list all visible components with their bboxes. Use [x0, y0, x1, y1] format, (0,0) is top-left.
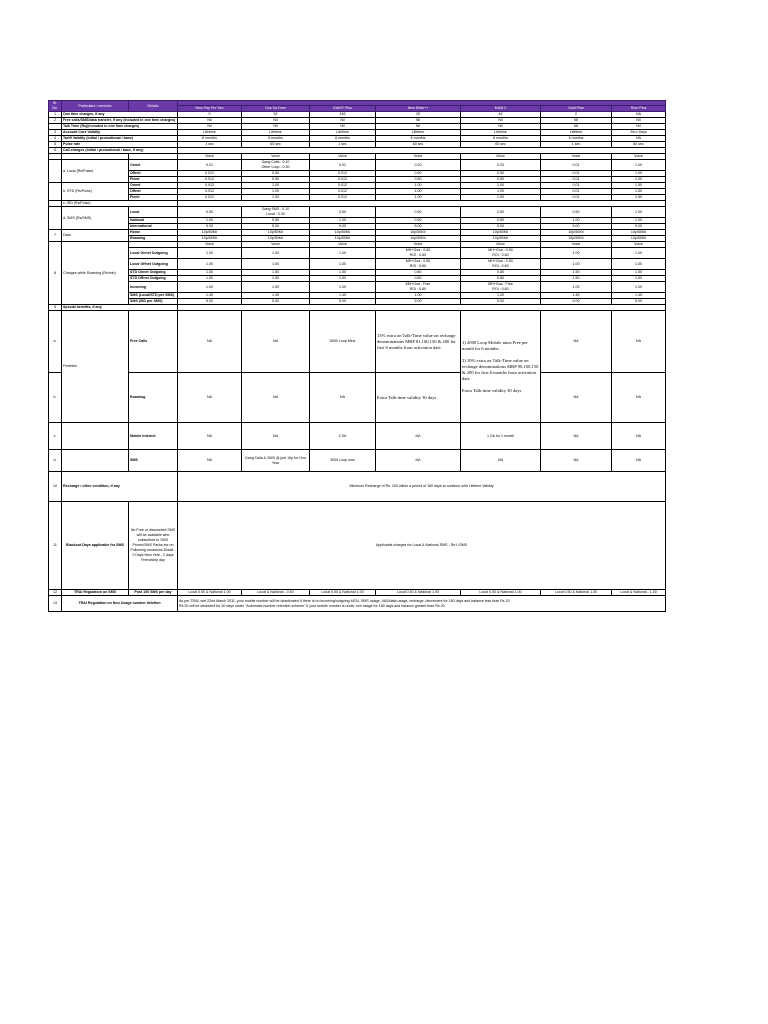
plan-value: 1.00: [310, 259, 376, 270]
plan-value: NA: [612, 423, 666, 450]
row-label: c. ISD (Rs/Pulse): [62, 201, 178, 207]
plan-value: Nil: [376, 118, 461, 124]
row-number: 9: [49, 305, 62, 311]
plan-value: Nil: [178, 118, 242, 124]
plan-value: Lifetime: [376, 130, 461, 136]
plan-value: Lifetime: [310, 130, 376, 136]
plan-value: 6 months: [242, 136, 310, 142]
table-row: [49, 596, 666, 612]
plan-value: 2: [541, 112, 612, 118]
row-label: Recharge / other condition, if any: [62, 472, 178, 502]
tariff-sheet: [48, 100, 665, 612]
mum-benefit: 1) 2000 Loop Mobile mins Free per month for 6 months. 2) 10% extra on Talk-Time value on recharge denominations MRP 90,100,150 & 200 for first 6 months from activation date Extra Talk-time validity 30 days: [461, 311, 541, 423]
plan-value: 0.012: [310, 189, 376, 195]
row-label: Call charges (initial / promotional / base, if any): [62, 148, 178, 154]
detail-label: Roaming: [129, 373, 178, 423]
plan-value: 1.00: [612, 177, 666, 183]
plan-value: NA: [178, 423, 242, 450]
plan-value: 0.01: [541, 177, 612, 183]
plan-value: 1.45: [242, 293, 310, 299]
plan-value: 0.012: [310, 183, 376, 189]
plan-value: 1.00: [310, 282, 376, 293]
plan-value: 10p/50Kb: [178, 236, 242, 242]
detail-label: Onnet: [129, 183, 178, 189]
row-label: One time charges, if any: [62, 112, 178, 118]
plan-value: 1.00: [178, 282, 242, 293]
plan-value: 10p/50Kb: [178, 230, 242, 236]
voice-label: Voice: [376, 154, 461, 160]
row-number: 4: [49, 136, 62, 142]
plan-value: Local 0.50 & National 1.00: [541, 590, 612, 596]
plan-value: 1.00: [612, 171, 666, 177]
header-particulars: Particulars / services: [62, 101, 129, 112]
plan-value: 1.00: [242, 183, 310, 189]
plan-value: 1.45: [178, 293, 242, 299]
plan-value: 6 months: [461, 136, 541, 142]
row-label: Special benefits, if any: [62, 305, 178, 311]
detail-label: Incoming: [129, 282, 178, 293]
plan-value: MH+Goa : 0.50 ROI : 0.60: [376, 259, 461, 270]
plan-value: 10p/50Kb: [242, 230, 310, 236]
plan-value: Nil: [612, 118, 666, 124]
row-label: TRAI Regulation on Non Usage number deletion: [62, 596, 178, 612]
header-plan: New Elitar++: [376, 106, 461, 112]
plan-value: 10p/50Kb: [461, 230, 541, 236]
plan-value: 1.45: [541, 293, 612, 299]
voice-label: Voice: [242, 154, 310, 160]
plan-value: 5.00: [541, 299, 612, 305]
plan-value: 5.00: [310, 299, 376, 305]
plan-value: 0.50: [376, 218, 461, 224]
plan-value: 0.50: [461, 207, 541, 218]
header-plan: Gold Plan: [541, 106, 612, 112]
plan-value: Nil: [376, 124, 461, 130]
plan-value: 1.00: [612, 207, 666, 218]
detail-label: Onnet: [129, 160, 178, 171]
plan-value: Local 0.50 & National 1.00: [376, 590, 461, 596]
detail-label: Local Onnet Outgoing: [129, 248, 178, 259]
plan-value: 0.80: [461, 270, 541, 276]
plan-value: 1.00: [242, 248, 310, 259]
detail-label: STD Offnet Outgoing: [129, 276, 178, 282]
plan-value: Nil: [178, 124, 242, 130]
plan-value: 6 months: [178, 136, 242, 142]
detail-label: Local Offnet Outgoing: [129, 259, 178, 270]
plan-value: 1.00: [612, 259, 666, 270]
plan-value: 10p/50Kb: [461, 236, 541, 242]
plan-value: 1.00: [178, 248, 242, 259]
plan-value: 3000 Loop sms: [310, 450, 376, 472]
plan-value: 1 sec: [310, 142, 376, 148]
plan-value: 0.01: [178, 160, 242, 171]
plan-value: 10p/50Kb: [612, 236, 666, 242]
plan-value: 5.00: [612, 224, 666, 230]
plan-value: 0.50: [461, 218, 541, 224]
plan-value: 0.01: [541, 160, 612, 171]
plan-value: 0.01: [541, 171, 612, 177]
plan-value: 60 sec: [242, 142, 310, 148]
plan-value: 1.50: [612, 195, 666, 201]
plan-value: 1.50: [178, 276, 242, 282]
plan-value: Gang Calls : 0.10 Other Loop : 0.30: [242, 160, 310, 171]
plan-value: 0.50: [178, 207, 242, 218]
plan-value: 1 sec: [541, 142, 612, 148]
blackout-charges: Applicable charges for Local & National SMS - Re1 /SMS: [178, 502, 666, 590]
plan-value: 1.50: [612, 270, 666, 276]
table-row: [49, 472, 666, 502]
table-row: [49, 450, 666, 472]
plan-value: MH+Goa : 0.50 ROI : 0.60: [376, 248, 461, 259]
plan-value: 0.80: [461, 276, 541, 282]
plan-value: 10p/50Kb: [242, 236, 310, 242]
plan-value: 10p/50Kb: [376, 230, 461, 236]
detail-label: Offnet: [129, 171, 178, 177]
voice-label: Voice: [461, 242, 541, 248]
plan-value: 1.00: [242, 195, 310, 201]
plan-value: 1.45: [310, 293, 376, 299]
plan-value: 60 sec: [461, 142, 541, 148]
plan-value: MH+Goa : 0.50 ROI : 0.60: [461, 259, 541, 270]
detail-label: Home: [129, 230, 178, 236]
plan-value: 1.00: [310, 218, 376, 224]
plan-value: 0.80: [376, 276, 461, 282]
detail-label: SMS (ISD per SMS): [129, 299, 178, 305]
row-sub: c.: [49, 423, 62, 450]
row-number: 1: [49, 112, 62, 118]
plan-value: 1.00: [461, 195, 541, 201]
row-number: 6: [49, 148, 62, 154]
plan-value: 1.45: [612, 293, 666, 299]
plan-value: MH+Goa : Free ROI : 0.60: [461, 282, 541, 293]
plan-value: 0.012: [310, 195, 376, 201]
detail-label: Fixed: [129, 195, 178, 201]
row-number: 2: [49, 118, 62, 124]
plan-value: Local 0.50 & National 1.00: [310, 590, 376, 596]
plan-value: 0.20: [376, 160, 461, 171]
plan-value: Local 0.50 & National 1.00: [461, 590, 541, 596]
plan-value: 1.00: [242, 189, 310, 195]
voice-label: Voice: [242, 242, 310, 248]
plan-value: 5.00: [612, 299, 666, 305]
voice-label: Voice: [461, 154, 541, 160]
plan-value: 6 months: [541, 136, 612, 142]
plan-value: NA: [461, 450, 541, 472]
plan-value: 1.50: [541, 276, 612, 282]
detail-label: International: [129, 224, 178, 230]
tariff-table: [48, 100, 666, 612]
detail-label: SMS (Local/STD per SMS): [129, 293, 178, 299]
plan-value: 0.50: [376, 177, 461, 183]
table-row: [49, 423, 666, 450]
voice-label: Voice: [310, 242, 376, 248]
row-number: 10: [49, 472, 62, 502]
row-label: TRAI Regulation on SMS: [62, 590, 129, 596]
voice-label: Voice: [376, 242, 461, 248]
plan-value: 0.20: [461, 160, 541, 171]
header-plan: Dus Ka Dam: [242, 106, 310, 112]
plan-value: 1.00: [541, 282, 612, 293]
plan-value: Gang SMS : 0.10 Local : 0.30: [242, 207, 310, 218]
plan-value: 1.00: [376, 195, 461, 201]
plan-value: 5.00: [461, 224, 541, 230]
plan-value: Lifetime: [178, 130, 242, 136]
plan-value: 6 months: [376, 136, 461, 142]
plan-value: 0.50: [541, 207, 612, 218]
table-row: [49, 590, 666, 596]
plan-value: 2 Gb: [310, 423, 376, 450]
plan-value: 1.00: [612, 282, 666, 293]
plan-value: 52: [242, 112, 310, 118]
plan-value: 1.00: [310, 248, 376, 259]
plan-value: Nil: [461, 118, 541, 124]
row-sub: b.: [49, 373, 62, 423]
row-number: 8: [49, 242, 62, 305]
header-plan: New Pay Per Sec: [178, 106, 242, 112]
plan-value: NA: [612, 136, 666, 142]
plan-value: Nil: [612, 124, 666, 130]
voice-label: Voice: [541, 242, 612, 248]
header-plan: Rom Plus: [612, 106, 666, 112]
plan-value: 5.00: [541, 224, 612, 230]
plan-value: 10p/50Kb: [376, 236, 461, 242]
voice-label: Voice: [178, 242, 242, 248]
plan-value: Nil: [541, 118, 612, 124]
plan-value: 1.50: [541, 270, 612, 276]
row-sub: a.: [49, 311, 62, 373]
detail-label: Offnet: [129, 189, 178, 195]
plan-value: 1.00: [242, 282, 310, 293]
plan-value: Nil: [310, 124, 376, 130]
plan-value: Local 0.50 & National 1.00: [178, 590, 242, 596]
plan-value: 1.00: [376, 189, 461, 195]
plan-value: 1.50: [612, 276, 666, 282]
plan-value: 146: [310, 112, 376, 118]
voice-label: Voice: [541, 154, 612, 160]
plan-value: 0.50: [242, 218, 310, 224]
plan-value: 10p/50Kb: [612, 230, 666, 236]
voice-label: Voice: [612, 242, 666, 248]
plan-value: 0.012: [178, 195, 242, 201]
detail-label: Roaming: [129, 236, 178, 242]
plan-value: 1.50: [242, 270, 310, 276]
plan-value: 1.00: [612, 248, 666, 259]
plan-value: 1.00: [541, 248, 612, 259]
row-label: Account Core Validity: [62, 130, 178, 136]
detail-label: STD Onnet Outgoing: [129, 270, 178, 276]
plan-value: NA: [612, 450, 666, 472]
plan-value: Nil: [461, 124, 541, 130]
plan-value: 1.00: [376, 183, 461, 189]
plan-value: 44: [461, 112, 541, 118]
recharge-condition: Minimum Recharge of Rs. 200 within a period of 180 days to continue with Lifetime Validity: [178, 472, 666, 502]
plan-value: NA: [242, 423, 310, 450]
row-label: Blackout Days applicable for SMS: [62, 502, 129, 590]
plan-value: 1.00: [178, 218, 242, 224]
plan-value: 1.00: [612, 218, 666, 224]
elitar-benefit: 15% extra on Talk-Time value on recharge denominations MRP 81,100,150 & 200 for first 6 months from activation date: [376, 311, 461, 373]
plan-value: 5.00: [242, 224, 310, 230]
plan-value: 1.00: [461, 293, 541, 299]
plan-value: 0.012: [178, 171, 242, 177]
table-row: [49, 248, 666, 259]
plan-value: 10p/50Kb: [310, 230, 376, 236]
detail-label: National: [129, 218, 178, 224]
voice-label: Voice: [178, 154, 242, 160]
plan-value: 1 sec: [178, 142, 242, 148]
table-row: [49, 282, 666, 293]
table-row: b. Roaming NA NA NA Extra Talk-time validity 30 days NA NA: [49, 373, 666, 423]
plan-value: 1.50: [612, 183, 666, 189]
plan-value: 5.00: [310, 224, 376, 230]
plan-value: 0.012: [178, 177, 242, 183]
plan-value: 60 sec: [612, 142, 666, 148]
plan-value: 0.50: [242, 177, 310, 183]
plan-value: 1.00: [376, 293, 461, 299]
plan-value: 10p/50Kb: [310, 236, 376, 242]
plan-value: 5.00: [242, 299, 310, 305]
voice-label: Voice: [310, 154, 376, 160]
plan-value: 0.01: [541, 189, 612, 195]
plan-value: 0: [178, 112, 242, 118]
plan-value: 0.50: [376, 207, 461, 218]
plan-value: Lifetime: [242, 130, 310, 136]
plan-value: 25: [376, 112, 461, 118]
table-row: [49, 502, 666, 590]
plan-value: NA: [541, 450, 612, 472]
plan-value: 1.00: [178, 259, 242, 270]
plan-value: 6 months: [310, 136, 376, 142]
plan-value: 1.50: [310, 270, 376, 276]
detail-label: Fixed: [129, 177, 178, 183]
table-row: [49, 259, 666, 270]
plan-value: Gang Calls & SMS @ just 10p for One Year: [242, 450, 310, 472]
row-label: b. STD (Rs/Pulse): [62, 183, 129, 201]
row-sub: d.: [49, 450, 62, 472]
detail-label: Local: [129, 207, 178, 218]
plan-value: 0.50: [461, 171, 541, 177]
plan-value: 1.50: [242, 276, 310, 282]
table-row: [49, 207, 666, 218]
row-label: Free calls/SMS/data transfer, if any (included in one time charges): [62, 118, 178, 124]
plan-value: 5.00: [178, 299, 242, 305]
table-row: a. Freebies Free Calls NA NA 5000 Loop Mins 15% extra on Talk-Time value on recharge denominations MRP 81,100,150 & 200 for first 6 months from activation date 1) 2000 Loop Mobile mins Free per month for 6 months. 2) 10% extra on Talk-Time value on recharge denominations MRP 90,100,150 & 200 for first 6 months from activation date Extra Talk-time validity 30 days NA NA: [49, 311, 666, 373]
plan-value: Local & National - 0.50: [242, 590, 310, 596]
elitar-validity: Extra Talk-time validity 30 days: [376, 373, 461, 423]
plan-value: 1.00: [461, 183, 541, 189]
plan-value: 60 sec: [376, 142, 461, 148]
plan-value: 1.50: [178, 270, 242, 276]
detail-label: Mobile Internet: [129, 423, 178, 450]
plan-value: 1.00: [612, 160, 666, 171]
plan-value: 10p/50Kb: [541, 230, 612, 236]
plan-value: 0.50: [461, 177, 541, 183]
plan-value: 0.50: [376, 171, 461, 177]
blackout-details: No Free or discounted SMS will be available who subscribed to SMS Promo/SMS Packs etc on Following occasions Diwali - 2 Days New Year - 2 days Friendship day: [129, 502, 178, 590]
row-label: Charges while Roaming (Rs/min): [62, 242, 129, 305]
plan-value: 5.00: [376, 224, 461, 230]
header-plan: GAINT Plus: [310, 106, 376, 112]
plan-value: 0.01: [541, 183, 612, 189]
plan-value: MH+Goa : 0.50 ROI : 0.60: [461, 248, 541, 259]
header-sno: Sl. No.: [49, 101, 62, 112]
row-label: a. Local (Rs/Pulse): [62, 160, 129, 183]
detail-label: SMS: [129, 450, 178, 472]
freebies-label: Freebies: [62, 311, 129, 423]
plan-value: 0.01: [541, 195, 612, 201]
plan-value: 1 Gb for 1 month: [461, 423, 541, 450]
row-label: Data: [62, 230, 129, 242]
plan-value: 5.00: [376, 299, 461, 305]
plan-value: 0.50: [310, 207, 376, 218]
non-usage-note: As per TRAI, wef 22nd March 2011, your mobile number will be deactivated if there is no incoming/outgoing MOU, SMS usage, VAS/data usage, recharge, decrement for 180 days and balance less than Rs 20 Rs 20 will be deducted for 30 days under "Automatic number retention scheme" if your mobile number is under non usage for 180 days and balance greater than Rs 20: [178, 596, 666, 612]
plan-value: NA: [376, 450, 461, 472]
row-label: d. SMS (Rs/SMS): [62, 207, 129, 230]
plan-value: Lifetime: [461, 130, 541, 136]
header-details: Details: [129, 101, 178, 112]
plan-value: 0.012: [178, 189, 242, 195]
detail-label: Free Calls: [129, 311, 178, 373]
plan-value: 1.00: [242, 259, 310, 270]
plan-value: Nil: [242, 124, 310, 130]
row-label: Talk Time (Rs)(included in one time charges): [62, 124, 178, 130]
table-row: [49, 160, 666, 171]
row-label: Pulse rate: [62, 142, 178, 148]
row-number: 7: [49, 230, 62, 242]
plan-value: 5.00: [461, 299, 541, 305]
plan-value: 0.012: [310, 171, 376, 177]
plan-value: Nil: [310, 118, 376, 124]
plan-value: Zero Days: [612, 130, 666, 136]
plan-value: Local & National - 1.00: [612, 590, 666, 596]
voice-label: Voice: [612, 154, 666, 160]
plan-value: 1.50: [612, 189, 666, 195]
plan-value: 0.012: [310, 177, 376, 183]
row-number: 13: [49, 596, 62, 612]
row-number: 5: [49, 142, 62, 148]
plan-value: 0.80: [376, 270, 461, 276]
plan-value: 0.50: [242, 171, 310, 177]
plan-value: Nil: [541, 124, 612, 130]
plan-value: 10p/50Kb: [541, 236, 612, 242]
plan-value: Lifetime: [541, 130, 612, 136]
plan-value: NA: [612, 112, 666, 118]
row-label: Tariff Validity (initial / promotional / base): [62, 136, 178, 142]
plan-value: 1.00: [541, 259, 612, 270]
row-number: 3: [49, 130, 62, 136]
plan-value: MH+Goa : Free ROI : 0.60: [376, 282, 461, 293]
plan-value: 1.00: [461, 189, 541, 195]
plan-value: 0.012: [178, 183, 242, 189]
plan-value: 0.01: [310, 160, 376, 171]
row-number: 12: [49, 590, 62, 596]
row-number: 11: [49, 502, 62, 590]
plan-value: Nil: [242, 118, 310, 124]
plan-value: NA: [541, 423, 612, 450]
header-plan: MUM 2: [461, 106, 541, 112]
detail-label: Post 100 SMS per day: [129, 590, 178, 596]
plan-value: 1.50: [310, 276, 376, 282]
plan-value: NA: [376, 423, 461, 450]
plan-value: 1.00: [541, 218, 612, 224]
plan-value: 5.00: [178, 224, 242, 230]
plan-value: NA: [178, 450, 242, 472]
